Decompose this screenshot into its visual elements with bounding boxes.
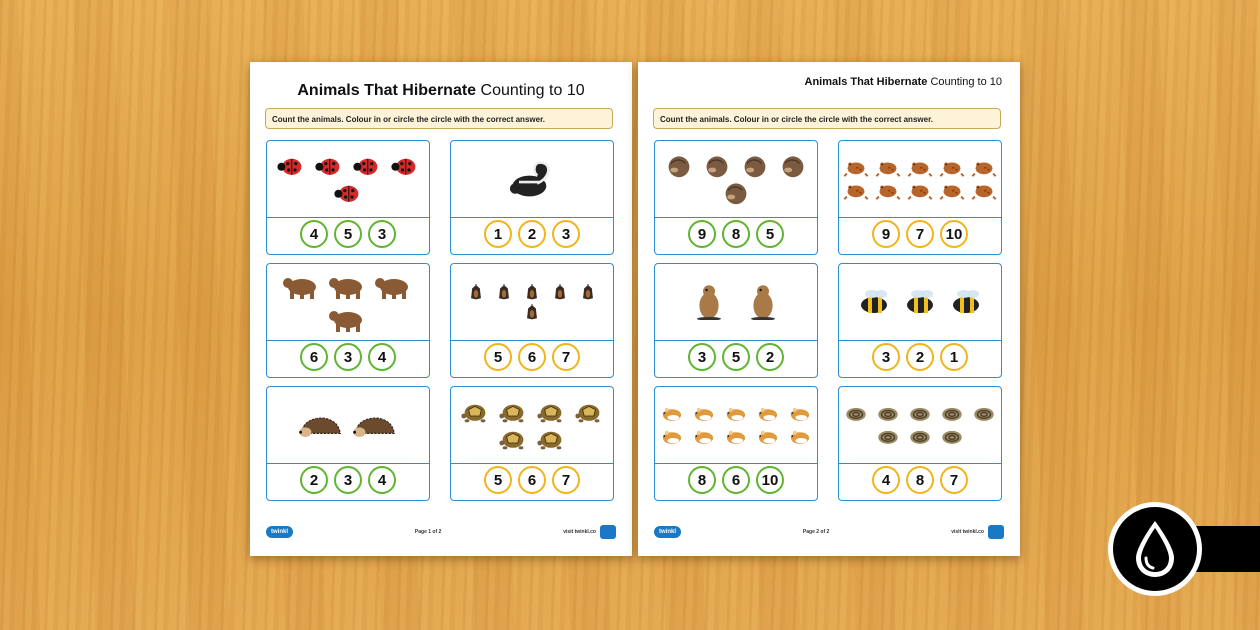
answer-circle[interactable]: 5 [756,220,784,248]
answer-options [839,218,1001,250]
dormouse-icon [739,154,771,178]
answer-circle[interactable]: 10 [940,220,968,248]
hamster-icon [755,404,781,424]
page-number: Page 2 of 2 [802,529,830,535]
snake-icon [875,427,901,447]
snake-icon [971,404,997,424]
answer-circle[interactable]: 5 [722,343,750,371]
instruction-box: Count the animals. Colour in or circle the circle with the correct answer. [265,108,613,129]
count-card-bat [450,263,614,378]
answer-circle[interactable]: 8 [906,466,934,494]
answer-options [267,218,429,250]
dormouse-icon [720,181,752,205]
count-card-snake [838,386,1002,501]
toad-icon [939,158,965,178]
bat-icon [521,284,543,301]
hamster-icon [691,427,717,447]
hamster-icon [787,404,813,424]
bat-icon [493,284,515,301]
animal-picture [451,141,613,218]
answer-circle[interactable]: 1 [484,220,512,248]
toad-icon [843,181,869,201]
bumblebee-icon [946,287,986,317]
skunk-icon [506,160,558,199]
toad-icon [875,181,901,201]
animal-picture [267,141,429,218]
groundhog-icon [685,284,733,320]
toad-icon [907,181,933,201]
bat-icon [549,284,571,301]
dormouse-icon [701,154,733,178]
answer-circle[interactable]: 7 [552,343,580,371]
answer-options [655,218,817,250]
badge-icon [988,525,1004,539]
answer-circle[interactable]: 8 [688,466,716,494]
answer-circle[interactable]: 6 [300,343,328,371]
answer-options [451,218,613,250]
toad-icon [843,158,869,178]
snake-icon [907,427,933,447]
answer-circle[interactable]: 5 [334,220,362,248]
answer-options [655,464,817,496]
ladybird-icon [351,154,383,178]
site-link[interactable]: visit twinkl.co [563,529,596,535]
count-card-tortoise [450,386,614,501]
page-title: Animals That Hibernate Counting to 10 [297,82,585,99]
answer-circle[interactable]: 6 [518,343,546,371]
worksheet-page-1 [250,62,632,556]
animal-picture [839,264,1001,341]
animal-picture [839,387,1001,464]
toad-icon [971,181,997,201]
dormouse-icon [777,154,809,178]
bear-icon [374,271,414,301]
counting-grid [266,140,614,501]
hamster-icon [755,427,781,447]
ladybird-icon [313,154,345,178]
answer-circle[interactable]: 5 [484,466,512,494]
hedgehog-icon [351,407,399,443]
twinkl-logo: twinkl [654,526,681,538]
answer-options [451,341,613,373]
answer-circle[interactable]: 5 [484,343,512,371]
answer-circle[interactable]: 7 [906,220,934,248]
tortoise-icon [497,427,529,451]
answer-circle[interactable]: 3 [334,343,362,371]
snake-icon [939,404,965,424]
answer-options [267,341,429,373]
snake-icon [939,427,965,447]
tortoise-icon [497,400,529,424]
count-card-ladybird [266,140,430,255]
bumblebee-icon [900,287,940,317]
answer-circle[interactable]: 1 [940,343,968,371]
animal-picture [655,141,817,218]
answer-circle[interactable]: 9 [872,220,900,248]
answer-circle[interactable]: 3 [334,466,362,494]
answer-circle[interactable]: 7 [940,466,968,494]
tortoise-icon [535,427,567,451]
count-card-bear [266,263,430,378]
answer-options [839,341,1001,373]
ladybird-icon [332,181,364,205]
animal-picture [451,387,613,464]
bear-icon [328,304,368,334]
answer-circle[interactable]: 3 [872,343,900,371]
site-link[interactable]: visit twinkl.co [951,529,984,535]
animal-picture [655,264,817,341]
ladybird-icon [389,154,421,178]
answer-circle[interactable]: 4 [368,466,396,494]
hamster-icon [787,427,813,447]
answer-circle[interactable]: 2 [300,466,328,494]
hamster-icon [723,427,749,447]
dormouse-icon [663,154,695,178]
count-card-toad [838,140,1002,255]
page-footer [654,522,1004,542]
tortoise-icon [535,400,567,424]
animal-picture [655,387,817,464]
answer-circle[interactable]: 2 [756,343,784,371]
hamster-icon [659,404,685,424]
ink-drop-icon[interactable] [1108,502,1202,596]
answer-circle[interactable]: 4 [872,466,900,494]
animal-picture [839,141,1001,218]
ladybird-icon [275,154,307,178]
bear-icon [328,271,368,301]
answer-circle[interactable]: 3 [368,220,396,248]
answer-options [655,341,817,373]
tortoise-icon [459,400,491,424]
answer-circle[interactable]: 8 [722,220,750,248]
bat-icon [521,304,543,321]
count-card-groundhog [654,263,818,378]
twinkl-logo: twinkl [266,526,293,538]
page-footer [266,522,616,542]
answer-circle[interactable]: 4 [300,220,328,248]
answer-circle[interactable]: 3 [552,220,580,248]
toad-icon [875,158,901,178]
hamster-icon [723,404,749,424]
groundhog-icon [739,284,787,320]
answer-options [267,464,429,496]
page-number: Page 1 of 2 [414,529,442,535]
answer-circle[interactable]: 2 [906,343,934,371]
instruction-box: Count the animals. Colour in or circle the circle with the correct answer. [653,108,1001,129]
answer-circle[interactable]: 2 [518,220,546,248]
animal-picture [267,264,429,341]
count-card-skunk [450,140,614,255]
hamster-icon [691,404,717,424]
count-card-hedgehog [266,386,430,501]
toad-icon [939,181,965,201]
answer-circle[interactable]: 4 [368,343,396,371]
count-card-bumblebee [838,263,1002,378]
tortoise-icon [573,400,605,424]
badge-icon [600,525,616,539]
page-title: Animals That Hibernate Counting to 10 [804,76,1002,88]
count-card-hamster [654,386,818,501]
answer-circle[interactable]: 6 [518,466,546,494]
answer-circle[interactable]: 6 [722,466,750,494]
worksheet-page-2 [638,62,1020,556]
animal-picture [451,264,613,341]
count-card-dormouse [654,140,818,255]
bat-icon [577,284,599,301]
bumblebee-icon [854,287,894,317]
answer-options [839,464,1001,496]
hamster-icon [659,427,685,447]
answer-circle[interactable]: 7 [552,466,580,494]
snake-icon [907,404,933,424]
snake-icon [843,404,869,424]
counting-grid [654,140,1002,501]
snake-icon [875,404,901,424]
answer-circle[interactable]: 3 [688,343,716,371]
answer-circle[interactable]: 9 [688,220,716,248]
animal-picture [267,387,429,464]
answer-circle[interactable]: 10 [756,466,784,494]
toad-icon [971,158,997,178]
bear-icon [282,271,322,301]
toad-icon [907,158,933,178]
answer-options [451,464,613,496]
bat-icon [465,284,487,301]
hedgehog-icon [297,407,345,443]
